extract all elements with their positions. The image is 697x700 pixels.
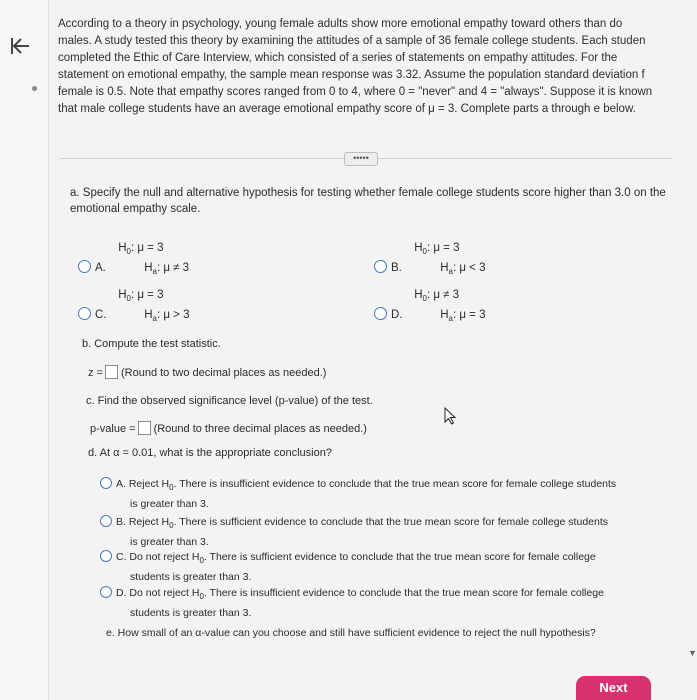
question-intro [58,16,688,118]
h-sub: 0 [422,294,427,303]
h-sub: 0 [199,556,204,565]
h-label: H [118,242,127,254]
option-lead: Reject H [128,516,170,528]
p-value-input[interactable] [138,421,151,435]
option-letter: C. [95,309,107,321]
option-letter: D. [116,587,127,599]
z-hint: (Round to two decimal places as needed.) [120,367,327,379]
p-value-answer-row [90,421,367,435]
null-hypothesis: μ = 3 [137,242,164,254]
part-d-option-d[interactable] [100,585,604,621]
radio-button[interactable] [374,260,387,273]
h-label: H [144,262,153,274]
part-a-question: a. Specify the null and alternative hypothesis for testing whether female college students score higher than 3.0 on the emotional empathy scale. [70,187,666,215]
part-c-question: c. Find the observed significance level (p-value) of the test. [86,395,373,407]
option-text-continued: students is greater than 3. [130,571,252,583]
option-letter: D. [391,309,403,321]
intro-line: According to a theory in psychology, young female adults show more emotional empathy toward others than do [58,18,623,30]
alt-hypothesis: μ ≠ 3 [163,262,190,274]
question-content [48,0,697,700]
option-text-continued: students is greater than 3. [130,607,252,619]
part-b-question: b. Compute the test statistic. [82,338,221,350]
option-text: . There is insufficient evidence to conclude that the true mean score for female college [203,587,604,599]
z-answer-row [88,365,326,379]
radio-button[interactable] [78,307,91,320]
option-text-continued: is greater than 3. [130,536,209,548]
option-letter: A. [95,262,106,274]
option-lead: Reject H [128,478,170,490]
part-d-option-b[interactable] [100,514,608,550]
intro-line: completed the Ethic of Care Interview, which consisted of a series of statements on empathy attitudes. For the [58,52,618,64]
hypothesis-pair: $H_0$: μ = 3 $H_a$: μ < 3 [414,242,486,276]
intro-line: female is 0.5. Note that empathy scores ranged from 0 to 4, where 0 = "never" and 4 = "always". Suppose it is known [58,86,653,98]
h-sub: 0 [422,247,427,256]
part-a-option-d[interactable] [374,287,486,327]
option-text: . There is sufficient evidence to conclude that the true mean score for female college students [173,516,609,528]
radio-button[interactable] [100,477,112,489]
option-letter: B. [116,516,126,528]
option-text: . There is sufficient evidence to conclude that the true mean score for female college [203,551,596,563]
h-label: H [440,309,449,321]
option-text-continued: is greater than 3. [130,498,209,510]
intro-line: that male college students have an average emotional empathy score of μ = 3. Complete parts a through e below. [58,103,636,115]
expand-more-button[interactable]: ••••• [344,152,378,166]
null-hypothesis: μ = 3 [433,242,460,254]
z-input[interactable] [105,365,118,379]
intro-line: statement on emotional empathy, the sample mean response was 3.32. Assume the population standard deviation f [58,69,645,81]
h-label: H [414,242,423,254]
null-hypothesis: μ = 3 [137,289,164,301]
radio-button[interactable] [374,307,387,320]
rail-indicator-dot [32,86,37,91]
h-label: H [144,309,153,321]
hypothesis-pair: $H_0$: μ = 3 $H_a$: μ ≠ 3 [118,242,190,276]
part-a-option-b[interactable] [374,240,486,280]
h-sub: 0 [126,247,131,256]
option-letter: A. [116,478,126,490]
option-text: . There is insufficient evidence to conclude that the true mean score for female college students [173,478,617,490]
back-to-start-icon[interactable] [8,34,32,58]
h-sub: 0 [199,592,204,601]
h-sub: a [152,267,157,276]
radio-button[interactable] [78,260,91,273]
radio-button[interactable] [100,515,112,527]
option-lead: Do not reject H [129,551,200,563]
h-sub: a [448,314,453,323]
hypothesis-pair: $H_0$: μ = 3 $H_a$: μ > 3 [118,289,190,323]
part-d-question: d. At α = 0.01, what is the appropriate conclusion? [88,447,332,459]
p-value-hint: (Round to three decimal places as needed.) [153,423,367,435]
part-d-option-c[interactable] [100,549,596,585]
alt-hypothesis: μ > 3 [163,309,190,321]
next-button[interactable]: Next [576,676,651,700]
option-letter: C. [116,551,127,563]
scroll-down-icon[interactable]: ▼ [688,648,697,658]
z-prefix: z = [88,367,103,379]
h-sub: 0 [169,521,174,530]
h-sub: a [448,267,453,276]
option-letter: B. [391,262,402,274]
alt-hypothesis: μ < 3 [459,262,486,274]
h-sub: 0 [169,483,174,492]
option-lead: Do not reject H [129,587,200,599]
h-label: H [118,289,127,301]
radio-button[interactable] [100,550,112,562]
h-label: H [440,262,449,274]
part-a-option-a[interactable] [78,240,189,280]
left-rail [0,0,49,700]
part-a-option-c[interactable] [78,287,190,327]
h-sub: a [152,314,157,323]
h-label: H [414,289,423,301]
mouse-pointer-icon [444,407,458,425]
alt-hypothesis: μ = 3 [459,309,486,321]
part-e-question: e. How small of an α-value can you choose and still have sufficient evidence to reject the null hypothesis? [106,627,596,639]
hypothesis-pair: $H_0$: μ ≠ 3 $H_a$: μ = 3 [414,289,486,323]
radio-button[interactable] [100,586,112,598]
h-sub: 0 [126,294,131,303]
part-d-option-a[interactable] [100,476,616,512]
intro-line: males. A study tested this theory by examining the attitudes of a sample of 36 female college students. Each studen [58,35,646,47]
p-value-prefix: p-value = [90,423,136,435]
null-hypothesis: μ ≠ 3 [433,289,460,301]
